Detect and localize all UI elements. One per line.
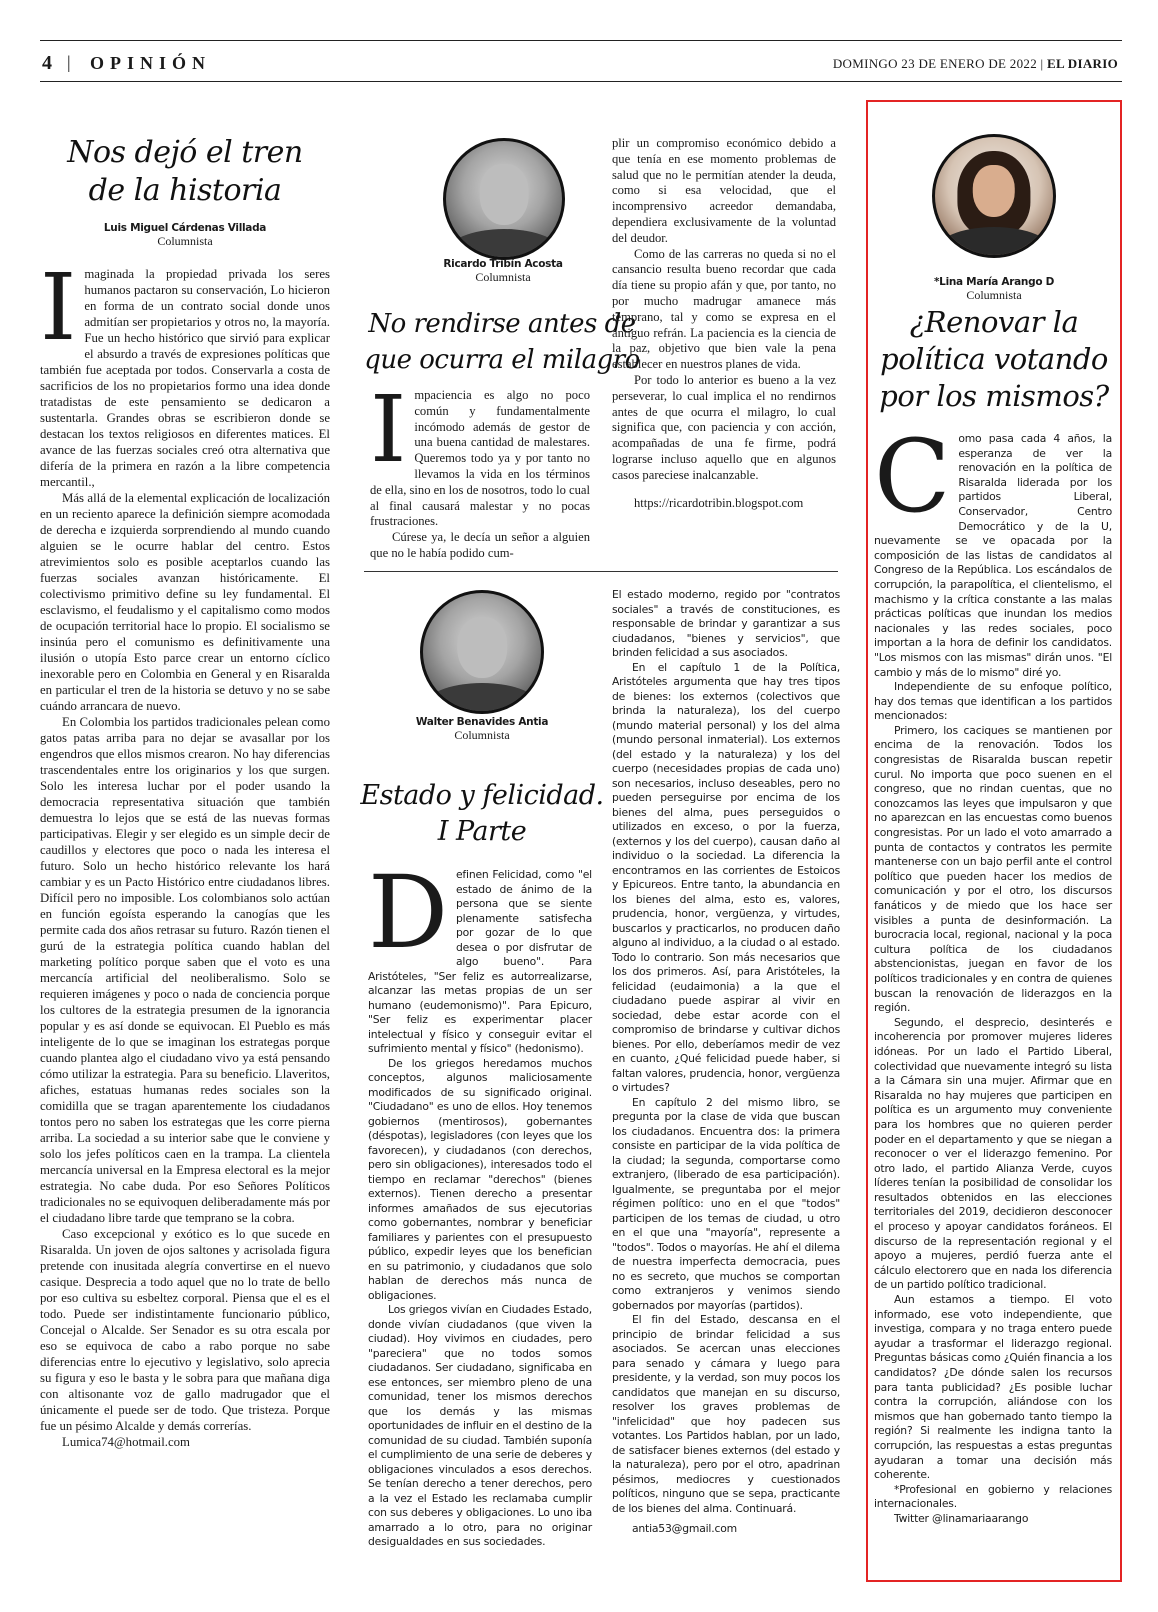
article-4-paragraph: Como pasa cada 4 años, la esperanza de ver la renovación en la política de Risaralda liderada por los partidos Liberal, Conservador, Centro Democrático y de la U, nuevamente se ve opacada por la composición de las listas de candidatos al Congreso de la República. Los escándalos de corrupción, la parapolítica, el clientelismo, el machismo y la crítica constante a las malas prácticas políticas que inundan los medios nacionales y las redes sociales, poco importan a la hora de definir los candidatos. "Los mismos con las mismas" dirán unos. "El cambio y más de lo mismo" diré yo. [874,418,1112,679]
article-4-role: Columnista [966,288,1022,302]
article-2-paragraph: Cúrese ya, le decía un señor a alguien que no le había podido cum- [370,530,590,560]
article-2-paragraph: plir un compromiso económico debido a que tenía en ese momento problemas de salud que no le permitían atender la deuda, como si esa velocidad, que el incomprensivo acreedor demandaba, dependiera exclusivamente de la voluntad del deudor. [612,136,836,245]
article-3-email[interactable]: antia53@gmail.com [632,1522,737,1535]
article-2-author: Ricardo Tribín Acosta [443,258,563,270]
walter-benavides-photo [420,590,544,714]
page-header [40,40,1122,82]
woman-portrait-icon [973,165,1015,217]
header-date [833,56,1118,72]
article-2-title [362,306,642,378]
article-2-title-line-2: que ocurra el milagro [364,345,640,375]
article-1-body [40,254,330,1450]
article-3-paragraph: En capítulo 2 del mismo libro, se pregunta por la clase de vida que buscan los ciudadanos. Encuentra dos: la primera consiste en participar de la vida política de la ciudad; la segunda, comportarse como extranjero, (liberado de esa participación). Igualmente, se preguntaba por el mejor régimen político: uno en el que "todos" participen de los temas de ciudad, u otro en el que una "mayoría", represente a "todos". Todos o mayorías. He ahí el dilema de nuestra imperfecta democracia, pues no es secreto, que muchos se comportan como extranjeros y venimos siendo gobernados por mayorías (partidos). [612,1095,840,1312]
article-1-title [40,134,330,210]
article-3-title-line-2: I Parte [437,816,527,847]
article-4-paragraph: Primero, los caciques se mantienen por encima de la renovación. Todos los congresistas de Risaralda buscan repetir curul. No importa que poco suenen en el congreso, que no rindan cuentas, que no conozcamos las leyes que impulsaron y que no aparezcan en las encuestas como buenos congresistas. Por un lado el voto amarrado a punta de contactos y contratos les permite mantenerse con un bajo perfil ante el control político que pueden hacer los medios de comunicación y por el otro, los discursos fanáticos y de miedo que los hace ser visibles a punta de desinformación. La burocracia local, regional, nacional y la poca cultura política de los ciudadanos abstencionistas, juegan en favor de los políticos tradicionales y en contra de quienes buscan la renovación de liderazgos en la región. [874,723,1112,1015]
article-divider [364,571,838,572]
header-separator: | [67,52,71,72]
article-4-title-line-1: ¿Renovar la [909,305,1079,339]
article-3-title [350,778,614,850]
article-1-paragraph: Caso excepcional y exótico es lo que sucede en Risaralda. Un joven de ojos saltones y acrisolada figura pretende con inusitada alegría convertirse en el nuevo casique. Desprecia a todo aquel que no lo trate de bello por eso cultiva su esbeltez corporal. Piensa que el es el todo. Puede ser indistintamente funcionario público, Concejal o Alcalde. Ser Senador es su otra escala por eso se equivoca de cabo a rabo porque no sabe diferencias entre lo ejecutivo y legislativo, solo aprecia su figura y eso le basta y le sobra para que mañana diga con altisonante voz de gallo madrugador que el únicamente el puede ser de todo. Que tristeza. Porque fue un pésimo Alcalde y demás correrías. [40,1227,330,1433]
article-3-paragraph: Definen Felicidad, como "el estado de ánimo de la persona que se siente plenamente satisfecha por gozar de lo que desea o por disfrutar de algo bueno". Para Aristóteles, "Ser feliz es autorrealizarse, alcanzar las metas propias de un ser humano (eudemonismo)". Para Epicuro, "Ser feliz es experimentar placer intelectual y físico y conseguir evitar el sufrimiento mental y físico" (hedonismo). [368,854,592,1055]
man-portrait-icon [457,617,507,678]
article-2-role: Columnista [475,270,531,284]
article-2-dropcap: I [370,376,407,483]
article-4-paragraph: Independiente de su enfoque político, hay dos temas que identifican a los partidos mencionados: [874,680,1112,723]
article-4-footnote: *Profesional en gobierno y relaciones internacionales. [874,1482,1112,1511]
article-1-title-line-2: de la historia [88,173,282,208]
article-4-dropcap: C [874,418,951,535]
article-3-paragraph: El estado moderno, regido por "contratos sociales" a través de constituciones, es responsable de brindar y garantizar a sus ciudadanos, "bienes y servicios", que brinden felicidad a sus asociados. [612,588,840,659]
article-2-byline [368,258,638,285]
lina-maria-arango-photo [932,134,1056,258]
article-1-heading [40,134,330,249]
article-4-title-line-2: política votando [880,342,1108,376]
man-portrait-icon [480,164,529,224]
article-4-author: *Lina María Arango D [933,276,1054,288]
article-1-paragraph: Más allá de la elemental explicación de localización en un reciento aparece la definición siempre acomodada de derecha e izquierda sorprendiendo al mundo cuando alguien se le ocurre hablar del centro. Estos atrevimientos solo es posible aceptarlos cuando las fuerzas sociales avanzan históricamente. El colectivismo primitivo define su ley fundamental. El esclavismo, el feudalismo y el capitalismo como modos de ocupación territorial hace lo propio. El socialismo se insinúa pero el comunismo es definitivamente una ilusión o utopía Esto parce crear un entorno cíclico inexorable pero en Colombia en General y en Risaralda en particular el tren de la historia se detuvo y no se sabe cuándo arrancara de nuevo. [40,491,330,713]
article-1-email[interactable]: Lumica74@hotmail.com [62,1435,190,1449]
article-2-paragraph: Impaciencia es algo no poco común y fundamentalmente incómodo además de gestor de una buena cantidad de malestares. Queremos todo ya y por tanto no llevamos la vida en los términos de ella, sino en los de nosotros, todo lo cual al final causará malestar y no pocas frustraciones. [370,376,591,529]
article-3-role: Columnista [454,728,510,742]
article-4-title-line-3: por los mismos? [879,379,1109,413]
article-2-paragraph: Por todo lo anterior es bueno a la vez perseverar, lo cual implica el no rendirnos antes de que ocurra el milagro, lo cual significa que, con paciencia y con acción, acompañadas de una fe firme, podrá lograrse incluso aquello que en algunos casos pareciese inalcanzable. [612,372,836,482]
article-4-paragraph: Aun estamos a tiempo. El voto informado, ese voto independiente, que investiga, compara y no traga entero puede ayudar a trasformar el liderazgo regional. Preguntas básicas como ¿Quién financia a los candidatos? ¿De dónde salen los recursos para tanta publicidad? ¿Es posible luchar contra la corrupción, aliándose con los mismos que han gobernado tanto tiempo la región? Si realmente les indigna tanto la corrupción, las respuestas a estas preguntas ayudaran a tomar una decisión más coherente. [874,1293,1112,1482]
article-1-paragraph: En Colombia los partidos tradicionales pelean como gatos patas arriba para no dejar se avasallar por los engendros que ellos mismos crearon. No hay diferencias trascendentales entre los originarios y los que surgen. Solo les interesa luchar por el poder usando la democracia representativa situación que también demuestra lo lejos que se está de las nuevas formas participativas. Elegir y ser elegido es un simple decir de caudillos y electores que poco o nada les interesa el futuro. Solo un hecho histórico relevante los hará cambiar y es un Pacto Histórico entre ciudadanos libres. Difícil pero no imposible. Los colombianos solo actúan en función egoísta esperando la canogías que les permite cada dos años retrasar su futuro. Razón tienen el gurú de la estrategia política cuando hablan del marketing político porque saben que el voto es una mercancía artificial del neoliberalismo. Solo se requieren imágenes y poco o nada de conciencia porque los cultores de la estrategia presumen de la ignorancia popular y es así donde se equivocan. El Pueblo es más inteligente de lo que se imaginan los estrategas porque cuando plantea algo el ciudadano vivo ya está pensando cómo utilizar la estrategia. Para su beneficio. Llaveritos, afiches, estatuas humanas redes sociales son la comidilla que se tragan aparentemente los ciudadanos tontos pero no saben los estrategas que les corre pierna arriba. La sociedad a su interior sabe que le conviene y solo los jefes políticos caen en la trampa. La clientela mercancía universal en la Empresa electoral es la mejor estrategia. No cabe duda. Por eso Señores Políticos tradicionales no se equivoquen deliberadamente más por el ciudadano libre tarde que temprano se la cobra. [40,715,330,1225]
article-3-paragraph: En el capítulo 1 de la Política, Aristóteles argumenta que hay tres tipos de bienes: los externos (colectivos que brinda la naturaleza), los del cuerpo (mundo material personal) y los del alma (mundo personal inmaterial). Los externos (del estado y la naturaleza) y los del cuerpo (necesidades propias de cada uno) son necesarios, incluso deseables, pero no pueden perseguirse por encima de los bienes del alma, pues perseguidos o utilizados en exceso, o por la fuerza, (externos y los del cuerpo), causan daño al individuo o la sociedad. La diferencia la encontramos en las corrientes de Estoicos y Epicureos. Entre tanto, la abundancia en los bienes del alma, esto es, valores, prudencia, honor, vergüenza, y virtudes, buscarlos y practicarlos, no producen daño alguno al individuo, a la ciudad o al estado. Todo lo contrario. Son más necesarios que los dos primeros. Así, para Aristóteles, la felicidad (eudaimonia) a la que el ciudadano puede aspirar al vivir en sociedad, debe estar acorde con el compromiso de brindarse y cultivar dichos bienes. Por ello, deberíamos medir de vez en cuanto, ¿Qué felicidad puede haber, si faltan valores, prudencia, honor, vergüenza o virtudes? [612,660,840,1094]
ricardo-tribin-photo [443,138,565,260]
date-text: DOMINGO 23 DE ENERO DE 2022 | [832,56,1044,71]
article-3-byline [350,716,614,743]
article-1-author: Luis Miguel Cárdenas Villada [103,222,267,234]
article-3-author: Walter Benavides Antia [415,716,549,728]
article-3-paragraph: El fin del Estado, descansa en el principio de brindar felicidad a sus asociados. Se acercan unas elecciones para senado y cámara y luego para presidente, y la verdad, son muy pocos los candidatos que manejan en su discurso, resolver los graves problemas de "infelicidad" que hoy padecen sus votantes. Los Partidos hablan, por un lado, de satisfacer bienes externos (del estado y la naturaleza), pero por el otro, apadrinan pésimos, mediocres y cuestionados políticos, ninguno que se sepa, practicante de los bienes del alma. Continuará. [612,1313,840,1515]
section-name: OPINIÓN [90,53,212,73]
article-1-paragraph: Imaginada la propiedad privada los seres humanos pactaron su conservación, Lo hicieron en forma de un contrato social donde unos admitían ser propietarios y otros no, la mayoría. Fue un hecho histórico que sirvió para explicar el absurdo a través de expresiones políticas que también fue aceptada por todos. Conservarla a costa de sacrificios de los no propietarios formo una idea donde tratadistas de este pensamiento se dedicaron a sustentarla. Grandes obras se escribieron donde se destacan los textos religiosos en diferentes matices. El avance de las fuerzas sociales creó otra alternativa que difería de la primera en razón a la libre competencia mercantil., [40,254,330,489]
article-2-paragraph: Como de las carreras no queda si no el cansancio resulta bueno recordar que cada día tiene su propio afán y que, por tanto, no por mucho madrugar amanece más temprano, tal y como se expresa en el antiguo refrán. La paciencia es la ciencia de la paz, objetivo que bien vale la pena establecer en nuestros planes de vida. [612,246,836,372]
article-3-title-line-1: Estado y felicidad. [360,780,604,811]
article-2-title-line-1: No rendirse antes de [368,309,636,339]
article-1-title-line-1: Nos dejó el tren [67,135,303,170]
article-3-paragraph: De los griegos heredamos muchos conceptos, algunos maliciosamente modificados de su significado original. "Ciudadano" es uno de ellos. Hoy tenemos gobiernos (mentirosos), gobernantes (déspotas), legisladores (con leyes que los favorecen), y ciudadanos (con derechos, pero sin obligaciones), interesados todo el tiempo en reclamar "derechos" (bienes externos). Tienen derecho a presentar informes amañados de sus ejecutorias como gobernantes, nombrar y beneficiar familiares y parientes con el presupuesto público, expedir leyes que los benefician en su patrimonio, y ciudadanos que solo hablan de derechos más nunca de obligaciones. [368,1056,592,1302]
article-4-paragraph: Segundo, el desprecio, desinterés e incoherencia por promover mujeres lideres idóneas. Por un lado el Partido Liberal, colectividad que nuevamente integró su lista a la Cámara sin una mujer. Afirmar que en Risaralda no hay mujeres que participen en política es un argumento muy conveniente para los hombres que no quieren perder poder en el departamento y que se niegan a reconocer o ver el liderazgo femenino. Por otro lado, el partido Alianza Verde, cuyos líderes tenían la posibilidad de consolidar los resultados obtenidos en las elecciones territoriales del 2019, decidieron desconocer el proceso y apoyar candidatos foráneos. El discurso de la representación regional y el apoyo a mujeres, perdió fuerza ante el cálculo electorero que en nada los diferencia de un partido político tradicional. [874,1015,1112,1292]
article-4-body [874,418,1112,1527]
article-4-title [870,304,1118,415]
article-2-body-col-2 [612,136,836,511]
article-1-dropcap: I [40,254,77,361]
article-3-dropcap: D [368,854,448,971]
article-4-twitter[interactable]: Twitter @linamariaarango [894,1511,1029,1525]
article-3-paragraph: Los griegos vivían en Ciudades Estado, donde vivían ciudadanos (que viven la ciudad). Hoy vivimos en ciudades, pero "pareciera" que no todos somos ciudadanos. Ser ciudadano, significaba en ese entonces, ser miembro pleno de una comunidad, tener los mismos derechos que los demás y las mismas oportunidades de influir en el destino de la comunidad de su ciudad. También suponía el cumplimiento de una serie de deberes y obligaciones vinculados a esos derechos. Se tenían derecho a tener derechos, pero a la vez el Estado les reclamaba cumplir con sus deberes y obligaciones. Lo uno iba amarrado a lo otro, para no originar desigualdades en sus sociedades. [368,1303,592,1548]
article-4-byline [876,276,1112,303]
article-2-url[interactable]: https://ricardotribin.blogspot.com [634,495,804,510]
article-1-role: Columnista [157,234,213,248]
article-3-body-col-2 [612,588,840,1537]
paper-name: EL DIARIO [1047,56,1118,71]
page-number: 4 [42,52,53,74]
article-2-body-col-1 [370,376,591,562]
article-3-body-col-1 [368,854,592,1550]
